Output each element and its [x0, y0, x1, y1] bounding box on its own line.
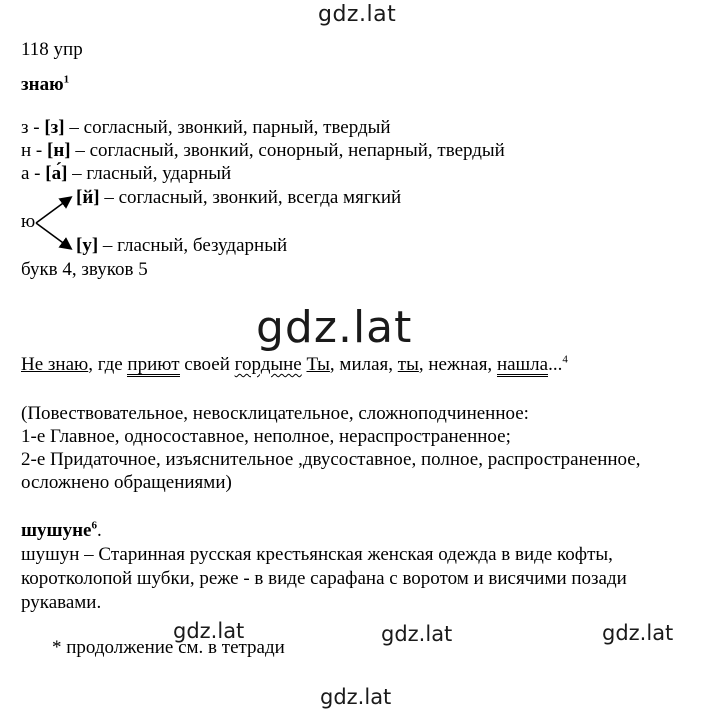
sentence-predicate: Не знаю: [21, 354, 89, 375]
word-1: знаю: [21, 74, 64, 95]
sentence-predicate: нашла: [496, 354, 549, 375]
phonetic-desc: – согласный, звонкий, сонорный, непарный, твердый: [75, 140, 505, 161]
yu-lower-sound: [у]: [76, 235, 99, 256]
watermark-small-middle: gdz.lat: [381, 622, 453, 646]
letter-sound-count: букв 4, звуков 5: [21, 259, 148, 280]
yu-upper-sound: [й]: [76, 187, 100, 208]
phonetic-row: [21, 117, 391, 139]
word-6-superscript: 6: [91, 519, 97, 532]
watermark-small-left: gdz.lat: [173, 619, 245, 643]
watermark-bottom: gdz.lat: [320, 685, 392, 709]
sentence-text: , нежная,: [418, 354, 497, 375]
split-arrows-icon: [30, 192, 76, 254]
yu-upper-desc: – согласный, звонкий, всегда мягкий: [104, 187, 402, 208]
sentence-superscript: 4: [562, 353, 568, 366]
yu-letter: ю: [21, 211, 36, 232]
definition-line: коротколопой шубки, реже - в виде сарафана с воротом и висячими позади: [21, 568, 627, 589]
analysis-line: осложнено обращениями): [21, 472, 232, 493]
phonetic-row: [21, 140, 505, 162]
watermark-center: gdz.lat: [256, 302, 413, 353]
definition-line: шушун – Старинная русская крестьянская женская одежда в виде кофты,: [21, 544, 613, 565]
watermark-small-right: gdz.lat: [602, 621, 674, 645]
word-1-superscript: 1: [63, 73, 70, 86]
word-6: шушуне: [21, 520, 92, 541]
phonetic-letter: з -: [21, 117, 40, 138]
phonetic-sound: [а́]: [45, 163, 68, 184]
analysis-line: 2-е Придаточное, изъяснительное ,двусоставное, полное, распространенное,: [21, 449, 641, 470]
sentence-attribute: гордыне: [234, 354, 302, 375]
sentence-ellipsis: ...: [548, 354, 563, 375]
sentence-subject: Ты: [306, 354, 330, 375]
phonetic-row: [21, 163, 231, 185]
sentence-subject: ты: [397, 354, 419, 375]
phonetic-sound: [з]: [44, 117, 65, 138]
analysis-line: (Повествовательное, невосклицательное, сложноподчиненное:: [21, 403, 529, 424]
phonetic-letter: а -: [21, 163, 41, 184]
sentence-text: , где: [88, 354, 128, 375]
phonetic-desc: – согласный, звонкий, парный, твердый: [69, 117, 391, 138]
sentence-text: своей: [179, 354, 235, 375]
phonetic-desc: – гласный, ударный: [72, 163, 232, 184]
phonetic-sound: [н]: [47, 140, 71, 161]
yu-upper-row: [76, 187, 401, 209]
word-6-tail: .: [96, 520, 102, 541]
definition-line: рукавами.: [21, 592, 102, 613]
parsed-sentence: [21, 354, 568, 377]
watermark-top: gdz.lat: [318, 2, 397, 27]
word-heading-1: [21, 74, 69, 96]
analysis-line: 1-е Главное, односоставное, неполное, нераспространенное;: [21, 426, 511, 447]
word-heading-6: [21, 520, 102, 542]
sentence-text: , милая,: [329, 354, 398, 375]
continuation-note: * продолжение см. в тетради: [52, 637, 285, 658]
phonetic-letter: н -: [21, 140, 43, 161]
exercise-number: 118 упр: [21, 39, 83, 60]
yu-lower-row: [76, 235, 287, 257]
sentence-predicate: приют: [127, 354, 180, 375]
yu-lower-desc: – гласный, безударный: [102, 235, 288, 256]
